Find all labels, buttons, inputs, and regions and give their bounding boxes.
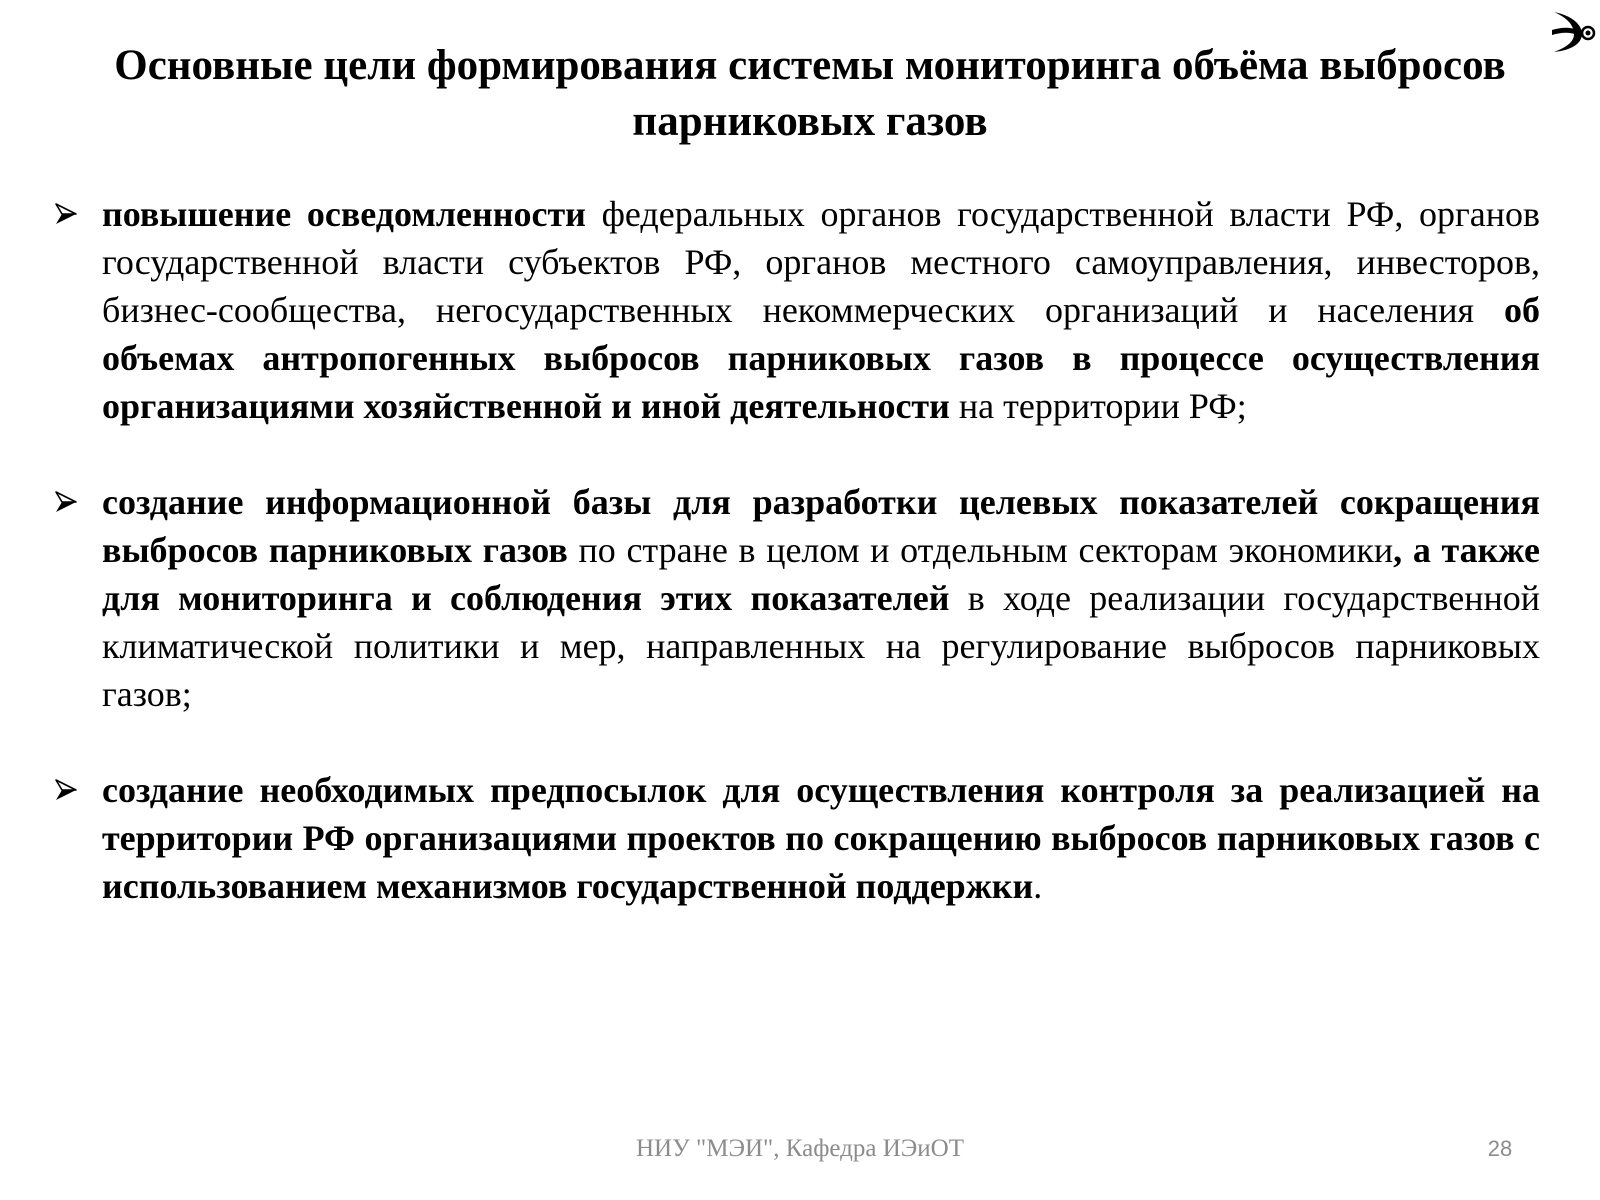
goal-item-bold-text: , а также для мониторинга и соблюдения этих показателей xyxy=(102,530,1540,618)
footer-department: НИУ "МЭИ", Кафедра ИЭиОТ xyxy=(636,1135,964,1162)
page-number: 28 xyxy=(1487,1136,1513,1161)
arrowhead-bullet-icon xyxy=(54,190,82,238)
goal-item-awareness xyxy=(54,190,1540,430)
arrowhead-bullet-icon xyxy=(54,478,82,526)
goal-item-bold-text: создание необходимых предпосылок для осуществления контроля за реализацией на территории РФ организациями проектов по сокращению выбросов парниковых газов с использованием механизмов государственной поддержки xyxy=(102,770,1540,906)
goal-item-regular-text: по стране в целом и отдельным секторам экономики xyxy=(567,530,1394,570)
goal-item-regular-text: федеральных органов государственной власти РФ, органов государственной власти субъектов РФ, органов местного самоуправления, инвесторов, бизнес-сообщества, негосударственных некоммерческих организаций и населения xyxy=(102,194,1540,330)
goal-item-bold-text: об объемах антропогенных выбросов парниковых газов в процессе осуществления организациями хозяйственной и иной деятельности xyxy=(102,290,1540,426)
goal-item-regular-text: в ходе реализации государственной климатической политики и мер, направленных на регулирование выбросов парниковых газов; xyxy=(102,578,1541,714)
goal-item-bold-text: повышение осведомленности xyxy=(102,194,586,234)
goal-item-regular-text: на территории РФ; xyxy=(949,386,1247,426)
goal-item-text xyxy=(102,482,1540,714)
slide-title: Основные цели формирования системы мониторинга объёма выбросов парниковых газов xyxy=(114,42,1506,145)
goals-bullet-list xyxy=(54,190,1540,958)
goal-item-information-base xyxy=(54,478,1540,718)
goal-item-control-prerequisites xyxy=(54,766,1540,910)
goal-item-text xyxy=(102,770,1540,906)
goal-item-regular-text: . xyxy=(1033,866,1043,906)
goal-item-bold-text: создание информационной базы для разработки целевых показателей сокращения выбросов парниковых газов xyxy=(102,482,1540,570)
university-logo-icon xyxy=(1548,8,1596,56)
goal-item-text xyxy=(102,194,1540,426)
arrowhead-bullet-icon xyxy=(54,766,82,814)
